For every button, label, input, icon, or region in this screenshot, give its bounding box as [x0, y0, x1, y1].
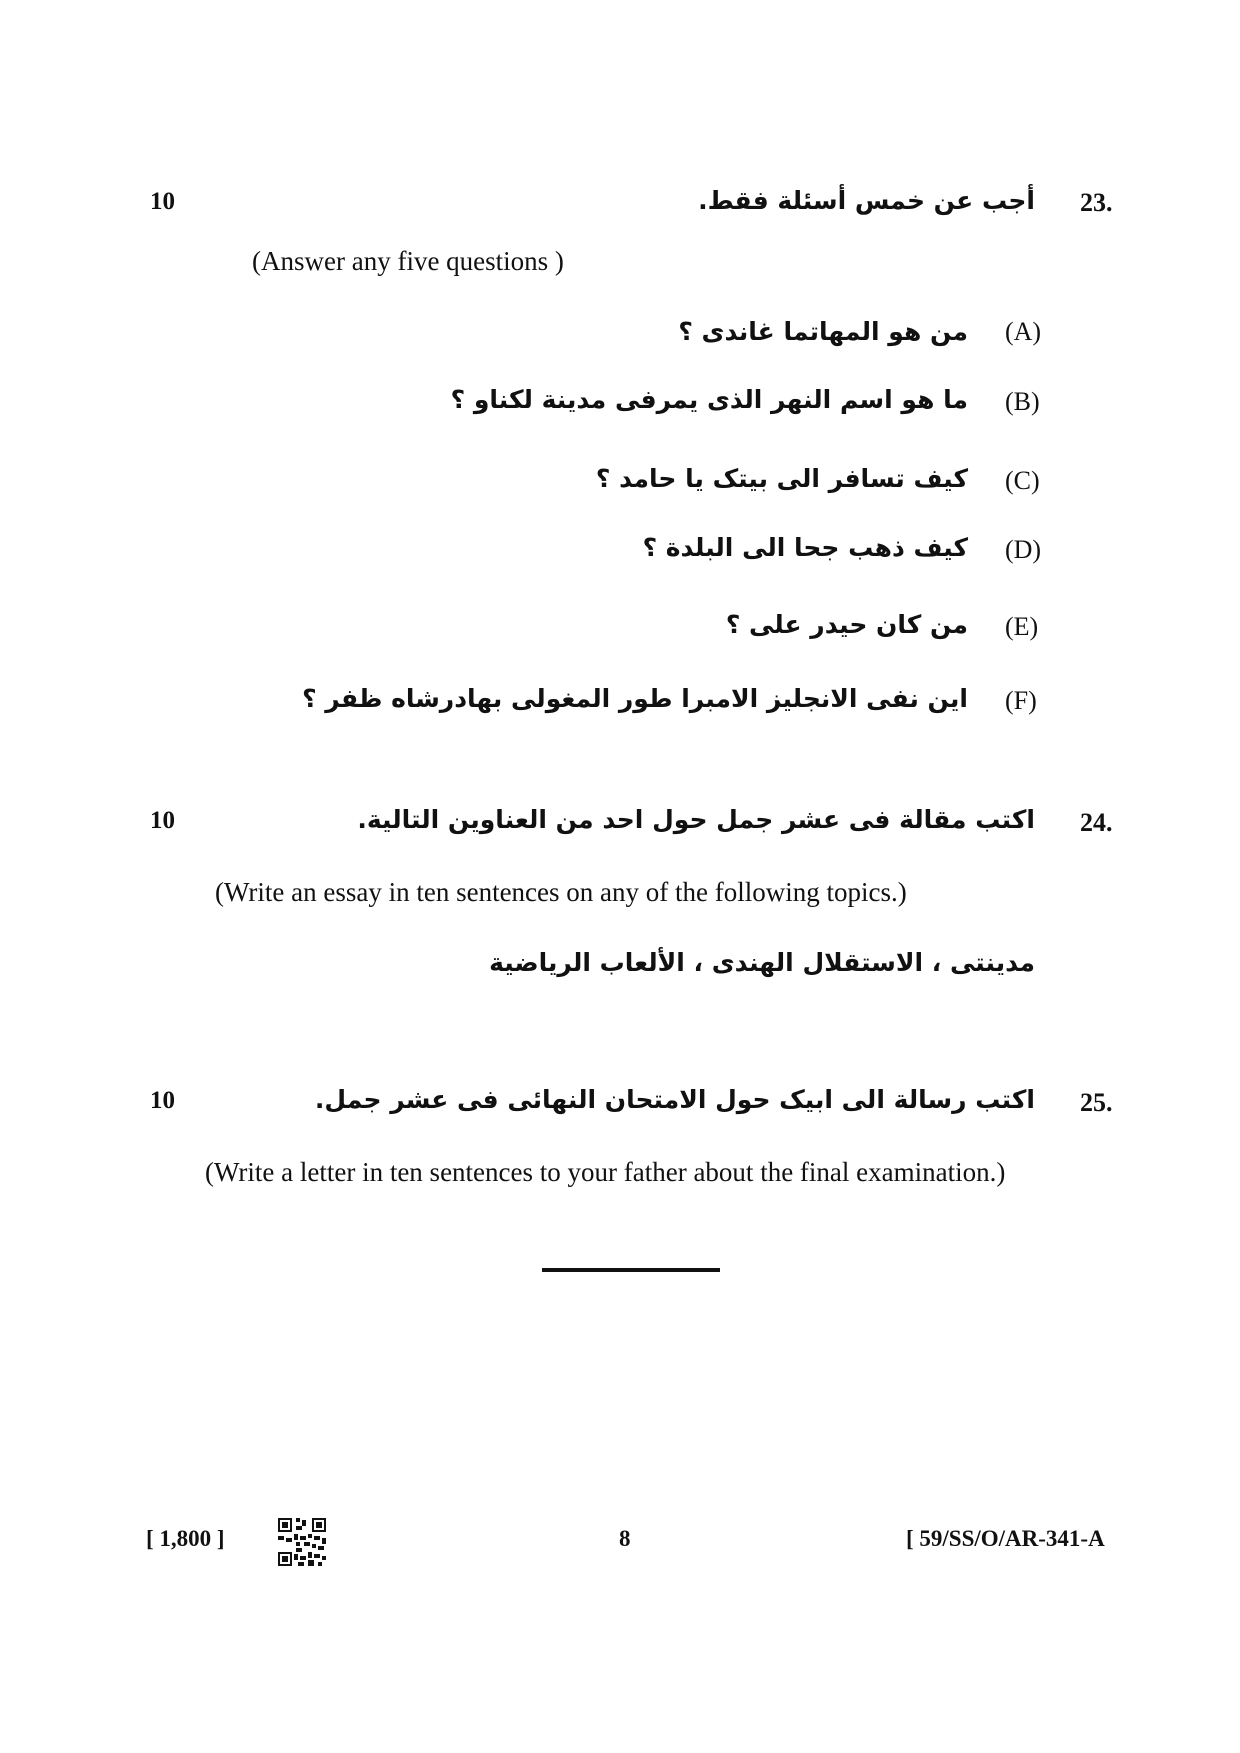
q23-number: 23. — [1080, 188, 1113, 217]
q24-topics: مدینتی ، الاستقلال الهندی ، الألعاب الریاضیة — [489, 948, 1035, 977]
q24-number: 24. — [1080, 808, 1113, 837]
q23-option-e-text: من کان حیدر علی ؟ — [725, 610, 968, 639]
footer-page-number: 8 — [619, 1526, 631, 1551]
q23-option-f-text: این نفی الانجلیز الامبرا طور المغولی بهادرشاه ظفر ؟ — [302, 684, 968, 713]
q25-number: 25. — [1080, 1088, 1113, 1117]
q23-marks: 10 — [150, 188, 175, 215]
q25-english-instruction: (Write a letter in ten sentences to your father about the final examination.) — [205, 1157, 1006, 1187]
q25-arabic-instruction: اکتب رسالة الی ابیک حول الامتحان النهائی فی عشر جمل. — [314, 1085, 1035, 1114]
q23-option-a-label: (A) — [1005, 317, 1042, 346]
qr-code-icon — [278, 1518, 326, 1566]
q23-option-e-label: (E) — [1005, 612, 1039, 641]
q23-option-c-text: کیف تسافر الی بیتک یا حامد ؟ — [595, 464, 968, 493]
end-of-paper-rule — [542, 1268, 720, 1272]
q24-english-instruction: (Write an essay in ten sentences on any of the following topics.) — [215, 877, 907, 907]
q25-marks: 10 — [150, 1087, 175, 1114]
footer-copies: [ 1,800 ] — [146, 1526, 225, 1551]
q23-option-b-text: ما هو اسم النهر الذی یمرفی مدینة لکناو ؟ — [450, 385, 968, 414]
footer-paper-code: [ 59/SS/O/AR-341-A — [906, 1526, 1105, 1551]
q24-arabic-instruction: اکتب مقالة فی عشر جمل حول احد من العناوین التالیة. — [357, 805, 1035, 834]
q23-arabic-instruction: أجب عن خمس أسئلة فقط. — [698, 186, 1035, 215]
q23-option-b-label: (B) — [1005, 387, 1040, 416]
q23-option-d-text: کیف ذهب جحا الی البلدة ؟ — [642, 533, 968, 562]
q23-option-f-label: (F) — [1005, 686, 1037, 715]
q23-english-instruction: (Answer any five questions ) — [252, 246, 564, 276]
q23-option-a-text: من هو المهاتما غاندی ؟ — [678, 317, 968, 346]
q24-marks: 10 — [150, 807, 175, 834]
q23-option-d-label: (D) — [1005, 535, 1042, 564]
q23-option-c-label: (C) — [1005, 466, 1040, 495]
